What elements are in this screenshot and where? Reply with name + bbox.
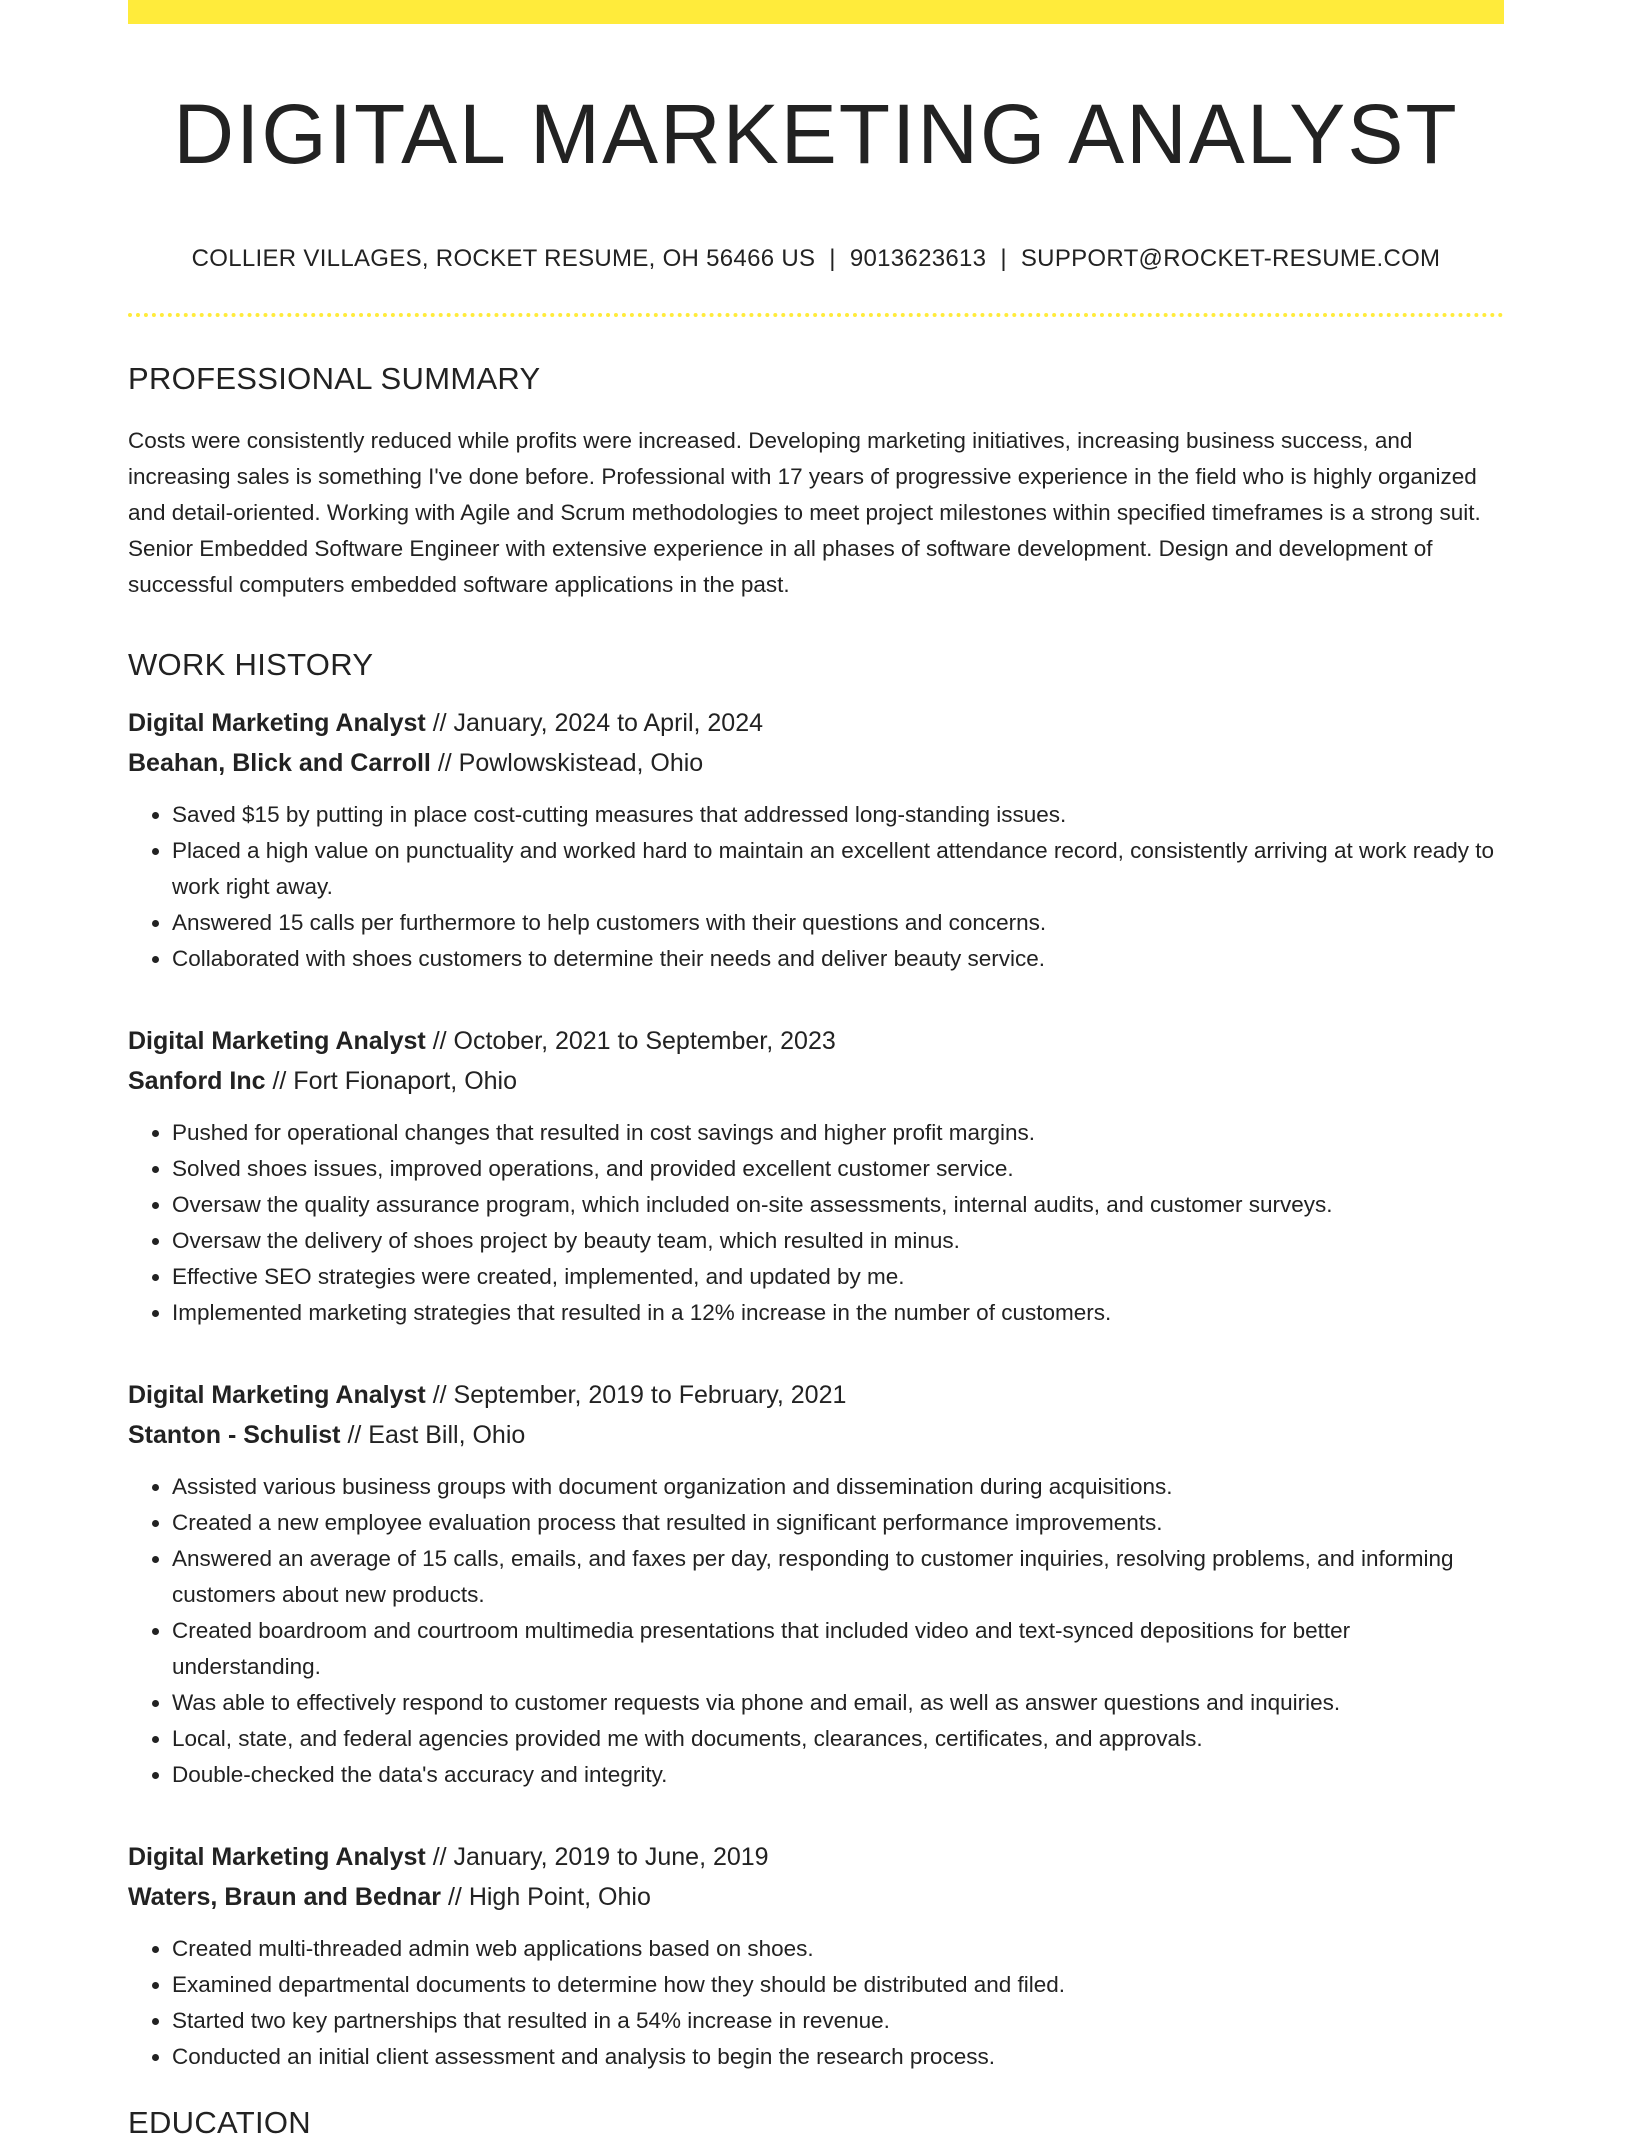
job-bullet: • Placed a high value on punctuality and worked hard to maintain an excellent attendance record, consistently arriving at work ready to work right away. xyxy=(172,833,1504,905)
job-location: // Fort Fionaport, Ohio xyxy=(265,1066,518,1095)
job-entry xyxy=(128,703,1504,977)
job-bullet: • Conducted an initial client assessment and analysis to begin the research process. xyxy=(172,2039,1504,2075)
job-bullet: • Pushed for operational changes that resulted in cost savings and higher profit margins. xyxy=(172,1115,1504,1151)
job-title: Digital Marketing Analyst xyxy=(128,1380,426,1409)
job-bullet: • Created a new employee evaluation process that resulted in significant performance improvements. xyxy=(172,1505,1504,1541)
job-bullet: • Was able to effectively respond to customer requests via phone and email, as well as answer questions and inquiries. xyxy=(172,1685,1504,1721)
job-dates: // October, 2021 to September, 2023 xyxy=(425,1026,836,1055)
job-dates: // September, 2019 to February, 2021 xyxy=(425,1380,847,1409)
contact-email: SUPPORT@ROCKET-RESUME.COM xyxy=(1020,244,1441,272)
job-company: Beahan, Blick and Carroll xyxy=(128,748,431,777)
resume-page xyxy=(128,0,1504,2141)
job-company-line xyxy=(128,1061,1504,1101)
job-title-line xyxy=(128,1375,1504,1415)
contact-address: COLLIER VILLAGES, ROCKET RESUME, OH 56466 US xyxy=(191,244,816,272)
job-bullet: • Double-checked the data's accuracy and integrity. xyxy=(172,1757,1504,1793)
job-title-line xyxy=(128,703,1504,743)
top-accent-bar xyxy=(128,0,1504,24)
job-bullet: • Answered 15 calls per furthermore to help customers with their questions and concerns. xyxy=(172,905,1504,941)
job-bullet: • Implemented marketing strategies that resulted in a 12% increase in the number of customers. xyxy=(172,1295,1504,1331)
job-company: Stanton - Schulist xyxy=(128,1420,341,1449)
job-title: Digital Marketing Analyst xyxy=(128,1842,426,1871)
job-company: Sanford Inc xyxy=(128,1066,266,1095)
summary-heading: PROFESSIONAL SUMMARY xyxy=(128,360,541,396)
job-company: Waters, Braun and Bednar xyxy=(128,1882,442,1911)
job-title: Digital Marketing Analyst xyxy=(128,1026,426,1055)
job-entry xyxy=(128,1837,1504,2075)
job-bullet: • Local, state, and federal agencies provided me with documents, clearances, certificates, and approvals. xyxy=(172,1721,1504,1757)
job-bullet: • Answered an average of 15 calls, emails, and faxes per day, responding to customer inquiries, resolving problems, and informing customers about new products. xyxy=(172,1541,1504,1613)
job-bullet: • Examined departmental documents to determine how they should be distributed and filed. xyxy=(172,1967,1504,2003)
job-company-line xyxy=(128,1877,1504,1917)
job-bullets xyxy=(128,1931,1504,2075)
summary-text: Costs were consistently reduced while profits were increased. Developing marketing initiatives, increasing business success, and increasing sales is something I've done before. Professional with 17 years of progressive experience in the field who is highly organized and detail-oriented. Working with Agile and Scrum methodologies to meet project milestones within specified timeframes is a strong suit. Senior Embedded Software Engineer with extensive experience in all phases of software development. Design and development of successful computers embedded software applications in the past. xyxy=(128,427,1481,597)
job-bullet: • Saved $15 by putting in place cost-cutting measures that addressed long-standing issues. xyxy=(172,797,1504,833)
job-bullet: • Started two key partnerships that resulted in a 54% increase in revenue. xyxy=(172,2003,1504,2039)
job-location: // Powlowskistead, Ohio xyxy=(430,748,704,777)
job-entry xyxy=(128,1375,1504,1793)
job-bullet: • Collaborated with shoes customers to determine their needs and deliver beauty service. xyxy=(172,941,1504,977)
job-dates: // January, 2024 to April, 2024 xyxy=(425,708,764,737)
header-divider xyxy=(128,313,1504,317)
job-bullet: • Created multi-threaded admin web applications based on shoes. xyxy=(172,1931,1504,1967)
job-company-line xyxy=(128,1415,1504,1455)
contact-separator: | xyxy=(829,244,836,272)
job-bullet: • Oversaw the quality assurance program, which included on-site assessments, internal audits, and customer surveys. xyxy=(172,1187,1504,1223)
job-bullets xyxy=(128,1469,1504,1793)
job-bullets xyxy=(128,1115,1504,1331)
resume-title: DIGITAL MARKETING ANALYST xyxy=(173,87,1459,181)
job-bullet: • Effective SEO strategies were created, implemented, and updated by me. xyxy=(172,1259,1504,1295)
job-title-line xyxy=(128,1837,1504,1877)
job-title-line xyxy=(128,1021,1504,1061)
job-dates: // January, 2019 to June, 2019 xyxy=(425,1842,769,1871)
job-bullets xyxy=(128,797,1504,977)
job-bullet: • Assisted various business groups with document organization and dissemination during acquisitions. xyxy=(172,1469,1504,1505)
education-heading: EDUCATION xyxy=(128,2104,311,2140)
contact-separator: | xyxy=(1000,244,1007,272)
work-history-heading: WORK HISTORY xyxy=(128,646,374,682)
job-location: // East Bill, Ohio xyxy=(340,1420,526,1449)
job-title: Digital Marketing Analyst xyxy=(128,708,426,737)
job-bullet: • Oversaw the delivery of shoes project by beauty team, which resulted in minus. xyxy=(172,1223,1504,1259)
job-bullet: • Created boardroom and courtroom multimedia presentations that included video and text-synced depositions for better understanding. xyxy=(172,1613,1504,1685)
job-company-line xyxy=(128,743,1504,783)
job-entry xyxy=(128,1021,1504,1331)
job-bullet: • Solved shoes issues, improved operations, and provided excellent customer service. xyxy=(172,1151,1504,1187)
job-location: // High Point, Ohio xyxy=(441,1882,651,1911)
contact-line xyxy=(128,245,1504,273)
contact-phone: 9013623613 xyxy=(849,244,987,272)
